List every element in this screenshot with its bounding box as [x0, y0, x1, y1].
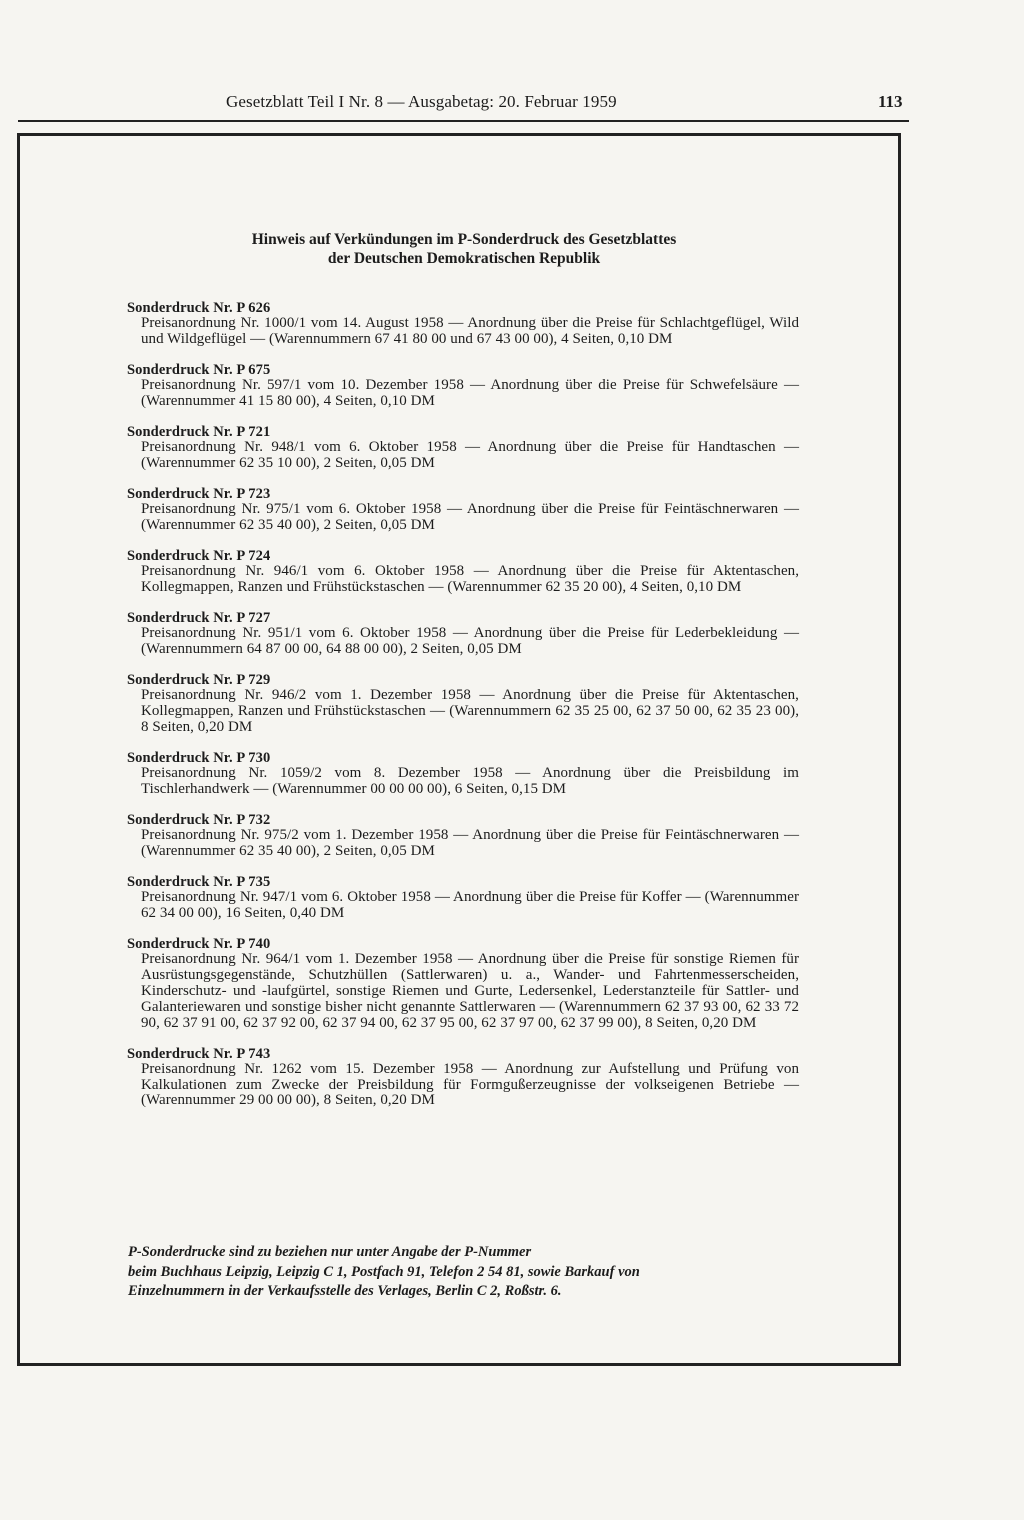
entry-text: Preisanordnung Nr. 1059/2 vom 8. Dezember 1958 — Anordnung über die Preisbildung im Tischlerhandwerk — (Warennummer 00 00 00 00), 6 Seiten, 0,15 DM [141, 764, 799, 797]
entry-heading: Sonderdruck Nr. P 626 [127, 300, 271, 316]
entry-heading: Sonderdruck Nr. P 730 [127, 749, 271, 766]
entry-p723 [127, 486, 799, 534]
entry-list [127, 300, 799, 1124]
entry-text: Preisanordnung Nr. 951/1 vom 6. Oktober 1958 — Anordnung über die Preise für Lederbekleidung — (Warennummern 64 87 00 00, 64 88 00 00), 2 Seiten, 0,05 DM [141, 625, 799, 657]
entry-heading: Sonderdruck Nr. P 732 [127, 811, 271, 828]
entry-p743 [127, 1046, 799, 1110]
entry-p724 [127, 548, 799, 596]
ordering-note-line-1: P-Sonderdrucke sind zu beziehen nur unter Angabe der P-Nummer [128, 1244, 532, 1260]
entry-text: Preisanordnung Nr. 964/1 vom 1. Dezember 1958 — Anordnung über die Preise für sonstige Riemen für Ausrüstungsgegenstände, Schutzhüllen (Sattlerwaren) u. a., Wander- und Fahrtenmesserscheiden, Kinderschutz- und -laufgürtel, sonstige Riemen und Gurte, Ledersenkel, Lederstanzteile für Sattler- und Galanteriewaren und sonstige bisher nicht genannte Sattlerwaren — (Warennummern 62 37 93 00, 62 33 72 90, 62 37 91 00, 62 37 92 00, 62 37 94 00, 62 37 95 00, 62 37 97 00, 62 37 99 00), 8 Seiten, 0,20 DM [141, 950, 799, 1031]
entry-p729 [127, 672, 799, 736]
entry-heading: Sonderdruck Nr. P 735 [127, 873, 271, 890]
entry-p626 [127, 300, 799, 348]
header-rule [18, 120, 909, 122]
ordering-note-line-3: Einzelnummern in der Verkaufsstelle des Verlages, Berlin C 2, Roßstr. 6. [128, 1283, 562, 1299]
entry-heading: Sonderdruck Nr. P 723 [127, 486, 271, 502]
page-number: 113 [878, 92, 903, 111]
entry-heading: Sonderdruck Nr. P 721 [127, 424, 271, 440]
entry-heading: Sonderdruck Nr. P 740 [127, 935, 271, 952]
entry-text: Preisanordnung Nr. 597/1 vom 10. Dezember 1958 — Anordnung über die Preise für Schwefelsäure — (Warennummer 41 15 80 00), 4 Seiten, 0,10 DM [141, 377, 799, 409]
entry-text: Preisanordnung Nr. 1000/1 vom 14. August 1958 — Anordnung über die Preise für Schlachtgeflügel, Wild und Wildgeflügel — (Warennummern 67 41 80 00 und 67 43 00 00), 4 Seiten, 0,10 DM [141, 315, 799, 347]
entry-p675 [127, 362, 799, 410]
entry-text: Preisanordnung Nr. 946/1 vom 6. Oktober 1958 — Anordnung über die Preise für Aktentaschen, Kollegmappen, Ranzen und Frühstückstaschen — (Warennummer 62 35 20 00), 4 Seiten, 0,10 DM [141, 563, 799, 595]
entry-text: Preisanordnung Nr. 1262 vom 15. Dezember 1958 — Anordnung zur Aufstellung und Prüfung von Kalkulationen zum Zwecke der Preisbildung für Formgußerzeugnisse der volkseigenen Betriebe — (Warennummer 29 00 00 00), 8 Seiten, 0,20 DM [141, 1060, 799, 1109]
ordering-note-line-2: beim Buchhaus Leipzig, Leipzig C 1, Postfach 91, Telefon 2 54 81, sowie Barkauf von [128, 1263, 640, 1280]
entry-heading: Sonderdruck Nr. P 743 [127, 1045, 271, 1062]
entry-text: Preisanordnung Nr. 975/2 vom 1. Dezember 1958 — Anordnung über die Preise für Feintäschnerwaren — (Warennummer 62 35 40 00), 2 Seiten, 0,05 DM [141, 826, 799, 859]
entry-text: Preisanordnung Nr. 946/2 vom 1. Dezember 1958 — Anordnung über die Preise für Aktentaschen, Kollegmappen, Ranzen und Frühstückstaschen — (Warennummern 62 35 25 00, 62 37 50 00, 62 35 23 00), 8 Seiten, 0,20 DM [141, 687, 799, 735]
notice-title-line-1: Hinweis auf Verkündungen im P-Sonderdruck des Gesetzblattes [251, 231, 677, 248]
entry-heading: Sonderdruck Nr. P 724 [127, 548, 271, 564]
entry-heading: Sonderdruck Nr. P 729 [127, 672, 271, 688]
entry-heading: Sonderdruck Nr. P 675 [127, 362, 271, 378]
entry-p727 [127, 610, 799, 658]
entry-heading: Sonderdruck Nr. P 727 [127, 610, 271, 626]
entry-p735 [127, 874, 799, 922]
ordering-note [128, 1243, 808, 1302]
entry-p740 [127, 936, 799, 1032]
running-head: Gesetzblatt Teil I Nr. 8 — Ausgabetag: 20. Februar 1959 [226, 92, 617, 111]
notice-title [150, 230, 778, 268]
entry-text: Preisanordnung Nr. 947/1 vom 6. Oktober 1958 — Anordnung über die Preise für Koffer — (Warennummer 62 34 00 00), 16 Seiten, 0,40 DM [141, 888, 799, 921]
notice-title-line-2: der Deutschen Demokratischen Republik [327, 250, 601, 267]
entry-p730 [127, 750, 799, 798]
entry-text: Preisanordnung Nr. 948/1 vom 6. Oktober 1958 — Anordnung über die Preise für Handtaschen — (Warennummer 62 35 10 00), 2 Seiten, 0,05 DM [141, 439, 799, 471]
entry-p732 [127, 812, 799, 860]
entry-p721 [127, 424, 799, 472]
entry-text: Preisanordnung Nr. 975/1 vom 6. Oktober 1958 — Anordnung über die Preise für Feintäschnerwaren — (Warennummer 62 35 40 00), 2 Seiten, 0,05 DM [141, 501, 799, 533]
